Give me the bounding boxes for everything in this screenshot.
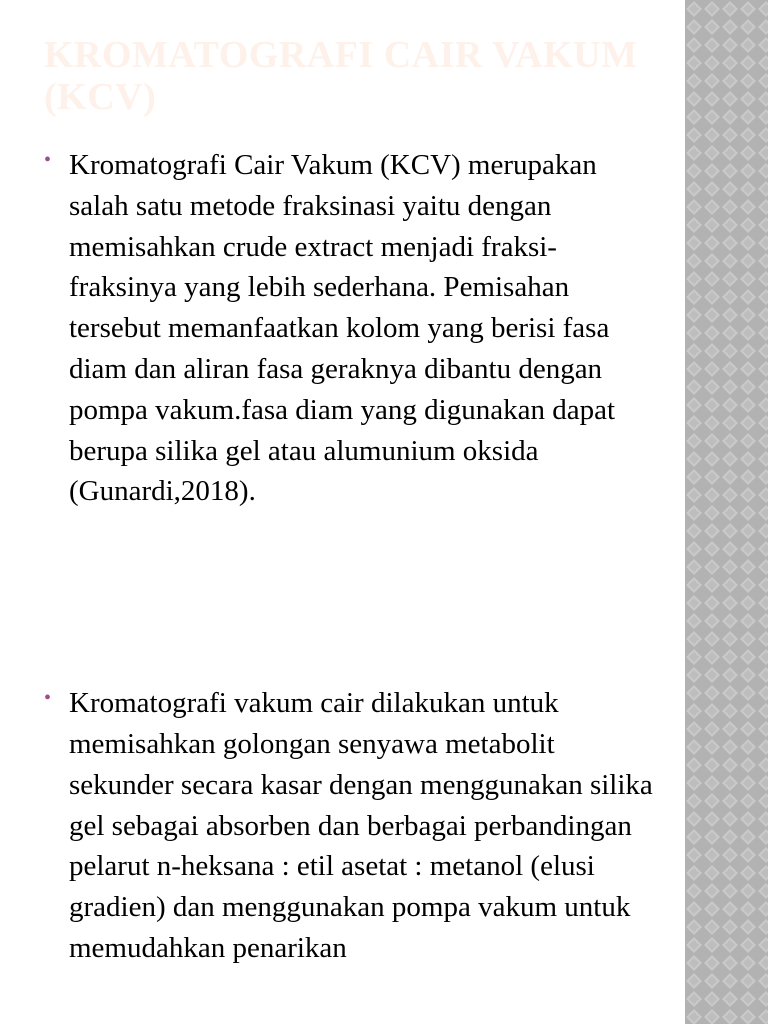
bullet-item bbox=[44, 145, 654, 512]
bullet-icon: • bbox=[44, 687, 52, 710]
bullet-text: Kromatografi vakum cair dilakukan untuk memisahkan golongan senyawa metabolit sekunder secara kasar dengan menggunakan silika gel sebagai absorben dan berbagai perbandingan pelarut n-heksana : etil asetat : metanol (elusi gradien) dan menggunakan pompa vakum untuk memudahkan penarikan bbox=[69, 687, 653, 964]
slide-title: KROMATOGRAFI CAIR VAKUM (KCV) bbox=[44, 34, 638, 118]
bullet-list bbox=[44, 145, 654, 969]
bullet-text: Kromatografi Cair Vakum (KCV) merupakan salah satu metode fraksinasi yaitu dengan memisahkan crude extract menjadi fraksi-fraksinya yang lebih sederhana. Pemisahan tersebut memanfaatkan kolom yang berisi fasa diam dan aliran fasa geraknya dibantu dengan pompa vakum.fasa diam yang digunakan dapat berupa silika gel atau alumunium oksida (Gunardi,2018). bbox=[69, 149, 616, 508]
bullet-icon: • bbox=[44, 149, 52, 171]
bullet-item bbox=[44, 683, 654, 969]
decorative-side-panel bbox=[685, 0, 768, 1024]
